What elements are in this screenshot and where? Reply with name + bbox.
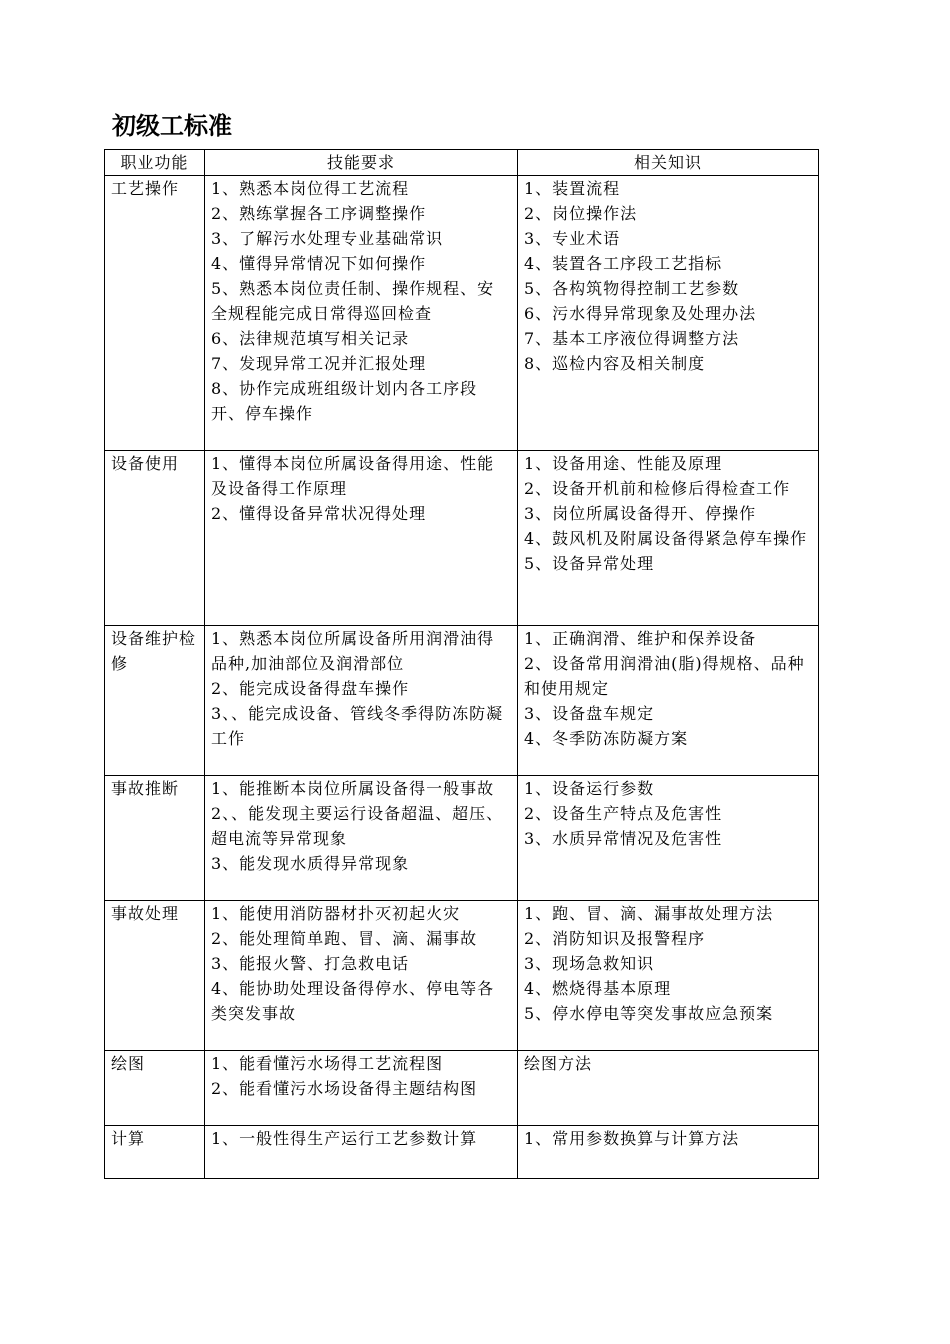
- function-cell: 计算: [105, 1126, 205, 1179]
- knowledge-cell: [518, 176, 819, 451]
- table-row: [105, 176, 819, 451]
- knowledge-item: 1、跑、冒、滴、漏事故处理方法: [524, 904, 774, 923]
- skills-cell: [205, 1126, 518, 1179]
- table-row: [105, 1126, 819, 1179]
- skill-item: 8、协作完成班组级计划内各工序段开、停车操作: [211, 379, 478, 423]
- knowledge-item: 2、岗位操作法: [524, 204, 638, 223]
- skill-item: 5、熟悉本岗位责任制、操作规程、安全规程能完成日常得巡回检查: [211, 279, 495, 323]
- knowledge-item: 5、停水停电等突发事故应急预案: [524, 1004, 774, 1023]
- knowledge-item: 2、消防知识及报警程序: [524, 929, 706, 948]
- function-cell: 事故处理: [105, 901, 205, 1051]
- skill-item: 1、熟悉本岗位所属设备所用润滑油得品种,加油部位及润滑部位: [211, 629, 495, 673]
- table-row: [105, 776, 819, 901]
- skill-item: 6、法律规范填写相关记录: [211, 329, 410, 348]
- page-title: 初级工标准: [112, 112, 232, 140]
- skills-cell: [205, 901, 518, 1051]
- knowledge-cell: [518, 1051, 819, 1126]
- skill-item: 1、能使用消防器材扑灭初起火灾: [211, 904, 461, 923]
- knowledge-item: 3、岗位所属设备得开、停操作: [524, 504, 757, 523]
- knowledge-item: 1、设备用途、性能及原理: [524, 454, 723, 473]
- knowledge-item: 7、基本工序液位得调整方法: [524, 329, 740, 348]
- knowledge-item: 5、各构筑物得控制工艺参数: [524, 279, 740, 298]
- function-cell: 事故推断: [105, 776, 205, 901]
- skill-item: 3、能发现水质得异常现象: [211, 854, 410, 873]
- function-cell: 设备使用: [105, 451, 205, 626]
- table-row: [105, 451, 819, 626]
- knowledge-cell: [518, 776, 819, 901]
- skills-cell: [205, 1051, 518, 1126]
- skill-item: 2、能看懂污水场设备得主题结构图: [211, 1079, 478, 1098]
- table-row: [105, 901, 819, 1051]
- table-header-row: [105, 150, 819, 176]
- skill-item: 1、一般性得生产运行工艺参数计算: [211, 1129, 478, 1148]
- knowledge-item: 1、设备运行参数: [524, 779, 655, 798]
- skill-item: 1、懂得本岗位所属设备得用途、性能及设备得工作原理: [211, 454, 495, 498]
- skill-item: 1、能推断本岗位所属设备得一般事故: [211, 779, 495, 798]
- knowledge-item: 4、冬季防冻防凝方案: [524, 729, 689, 748]
- skills-cell: [205, 626, 518, 776]
- skills-cell: [205, 176, 518, 451]
- knowledge-item: 1、正确润滑、维护和保养设备: [524, 629, 757, 648]
- standards-table: [104, 149, 819, 1179]
- knowledge-item: 1、常用参数换算与计算方法: [524, 1129, 740, 1148]
- header-function: 职业功能: [105, 150, 205, 176]
- skill-item: 3、能报火警、打急救电话: [211, 954, 410, 973]
- knowledge-item: 绘图方法: [524, 1054, 593, 1073]
- knowledge-item: 4、燃烧得基本原理: [524, 979, 672, 998]
- skill-item: 4、懂得异常情况下如何操作: [211, 254, 427, 273]
- table-row: [105, 1051, 819, 1126]
- knowledge-item: 3、专业术语: [524, 229, 621, 248]
- knowledge-item: 3、现场急救知识: [524, 954, 655, 973]
- header-knowledge: 相关知识: [518, 150, 819, 176]
- knowledge-item: 3、设备盘车规定: [524, 704, 655, 723]
- knowledge-item: 6、污水得异常现象及处理办法: [524, 304, 757, 323]
- knowledge-cell: [518, 1126, 819, 1179]
- skill-item: 1、能看懂污水场得工艺流程图: [211, 1054, 444, 1073]
- knowledge-cell: [518, 626, 819, 776]
- skill-item: 2、、能发现主要运行设备超温、超压、超电流等异常现象: [211, 804, 504, 848]
- table-row: [105, 626, 819, 776]
- knowledge-item: 1、装置流程: [524, 179, 621, 198]
- skill-item: 2、熟练掌握各工序调整操作: [211, 204, 427, 223]
- skill-item: 3、了解污水处理专业基础常识: [211, 229, 444, 248]
- skills-cell: [205, 451, 518, 626]
- skill-item: 1、熟悉本岗位得工艺流程: [211, 179, 410, 198]
- knowledge-item: 3、水质异常情况及危害性: [524, 829, 723, 848]
- function-cell: 绘图: [105, 1051, 205, 1126]
- function-cell: 工艺操作: [105, 176, 205, 451]
- knowledge-item: 4、鼓风机及附属设备得紧急停车操作: [524, 529, 808, 548]
- header-skills: 技能要求: [205, 150, 518, 176]
- skill-item: 7、发现异常工况并汇报处理: [211, 354, 427, 373]
- skill-item: 4、能协助处理设备得停水、停电等各类突发事故: [211, 979, 495, 1023]
- skill-item: 2、懂得设备异常状况得处理: [211, 504, 427, 523]
- skill-item: 3、、能完成设备、管线冬季得防冻防凝工作: [211, 704, 504, 748]
- knowledge-item: 2、设备常用润滑油(脂)得规格、品种和使用规定: [524, 654, 805, 698]
- knowledge-cell: [518, 451, 819, 626]
- function-cell: 设备维护检修: [105, 626, 205, 776]
- skills-cell: [205, 776, 518, 901]
- skill-item: 2、能完成设备得盘车操作: [211, 679, 410, 698]
- knowledge-item: 2、设备开机前和检修后得检查工作: [524, 479, 791, 498]
- skill-item: 2、能处理简单跑、冒、滴、漏事故: [211, 929, 478, 948]
- knowledge-item: 8、巡检内容及相关制度: [524, 354, 706, 373]
- knowledge-item: 4、装置各工序段工艺指标: [524, 254, 723, 273]
- knowledge-cell: [518, 901, 819, 1051]
- knowledge-item: 2、设备生产特点及危害性: [524, 804, 723, 823]
- knowledge-item: 5、设备异常处理: [524, 554, 655, 573]
